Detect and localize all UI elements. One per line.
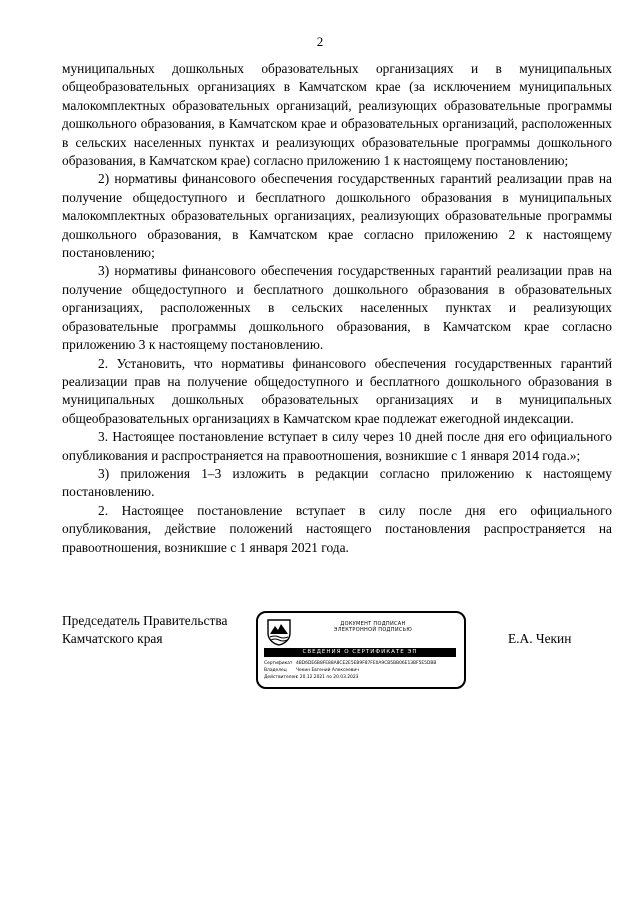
electronic-signature-stamp xyxy=(256,611,466,689)
paragraph: 3. Настоящее постановление вступает в силу через 10 дней после дня его официального опубликования и распространяется на правоотношения, возникшие с 1 января 2014 года.»; xyxy=(62,429,612,463)
document-body xyxy=(62,60,612,557)
stamp-row-value: с 20.12.2021 по 20.03.2023 xyxy=(296,675,359,680)
stamp-row-validity xyxy=(264,674,458,681)
paragraph: 2. Настоящее постановление вступает в силу после дня его официального опубликования, действие положений настоящего постановления распространяется на правоотношения, возникшие с 1 января 2021 года. xyxy=(62,502,612,555)
stamp-row-value: 4BD6DE6B8FE88A8CE2E5EB9F87FE0A9CB5BB06E13BF5E5DBB xyxy=(296,661,437,666)
stamp-row-key: Сертификат xyxy=(264,661,293,666)
paragraph: 2. Установить, что нормативы финансового обеспечения государственных гарантий реализации прав на получение общедоступного и бесплатного дошкольного образования в муниципальных дошкольных образовательных организациях и в муниципальных общеобразовательных организациях в Камчатском крае подлежат ежегодной индексации. xyxy=(62,355,612,426)
signatory-name: Е.А. Чекин xyxy=(508,631,572,646)
stamp-header-line1: ДОКУМЕНТ ПОДПИСАН xyxy=(340,621,406,627)
stamp-header xyxy=(298,621,448,633)
paragraph: муниципальных дошкольных образовательных организациях и в муниципальных общеобразовательных организациях в Камчатском крае (за исключением муниципальных малокомплектных образовательных организаций, реализующих образовательные программы дошкольного образования, в Камчатском крае и образовательных организаций, расположенных в сельских населенных пунктах и реализующих образовательные программы дошкольного образования, в Камчатском крае) согласно приложению 1 к настоящему постановлению; xyxy=(62,61,612,169)
stamp-certificate-bar: СВЕДЕНИЯ О СЕРТИФИКАТЕ ЭП xyxy=(264,648,456,657)
signatory-title-line1: Председатель Правительства xyxy=(62,613,228,628)
signatory-title-line2: Камчатского края xyxy=(62,631,163,647)
paragraph: 2) нормативы финансового обеспечения государственных гарантий реализации прав на получение общедоступного и бесплатного дошкольного образования в муниципальных малокомплектных образовательных организациях, реализующих образовательные программы дошкольного образования, в Камчатском крае согласно приложению 2 к настоящему постановлению; xyxy=(62,171,612,261)
page-number: 2 xyxy=(316,34,324,49)
paragraph: 3) приложения 1–3 изложить в редакции согласно приложению к настоящему постановлению. xyxy=(62,465,612,500)
coat-of-arms-icon xyxy=(266,618,292,646)
stamp-row-value: Чекин Евгений Алексеевич xyxy=(296,668,359,673)
stamp-row-key: Владелец xyxy=(264,668,287,673)
signatory-title xyxy=(62,612,227,649)
paragraph: 3) нормативы финансового обеспечения государственных гарантий реализации прав на получение общедоступного и бесплатного дошкольного образования в образовательных организациях, расположенных в сельских населенных пунктах и реализующих образовательные программы дошкольного образования, в Камчатском крае согласно приложению 3 к настоящему постановлению. xyxy=(62,263,612,353)
stamp-details xyxy=(264,660,458,681)
stamp-row-certificate xyxy=(264,660,458,667)
stamp-row-owner xyxy=(264,667,458,674)
stamp-header-line2: ЭЛЕКТРОННОЙ ПОДПИСЬЮ xyxy=(333,627,413,633)
stamp-row-key: Действителен xyxy=(264,675,298,680)
